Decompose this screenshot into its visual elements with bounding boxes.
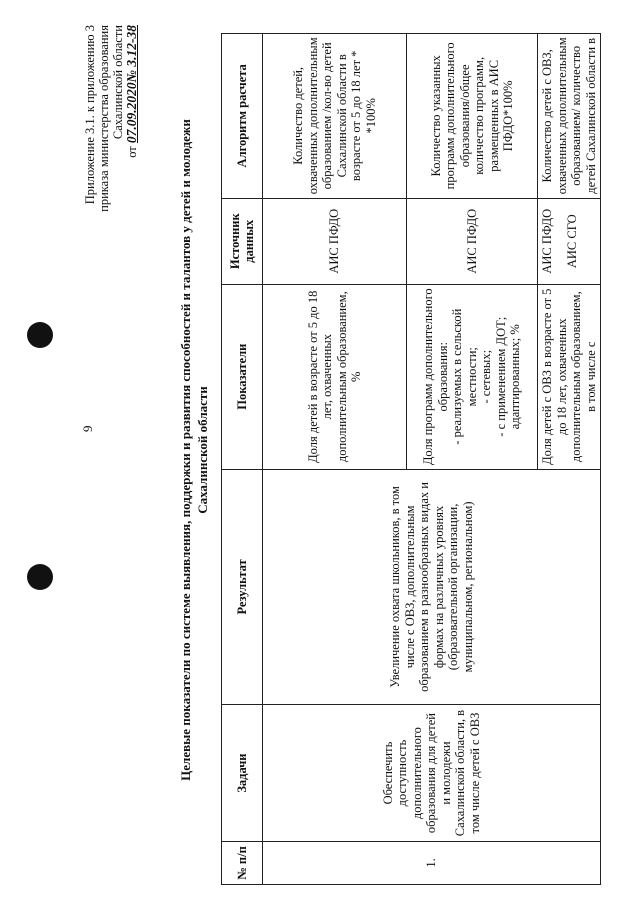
rotated-document: [45, 15, 605, 885]
source-cell: АИС ПФДО: [263, 198, 407, 284]
page-number: 9: [80, 425, 95, 432]
indicator-line: Доля программ дополнительного образования:: [421, 288, 450, 466]
result-cell: Увеличение охвата школьников, в том числе с ОВЗ, дополнительным образованием в разнообразных видах и формах на различных уровнях (образовательной организации, муниципальном, региональном): [263, 469, 601, 705]
indicator-cell: Доля детей с ОВЗ в возрасте от 5 до 18 лет, охваченных дополнительным образованием, в том числе с: [538, 284, 601, 469]
source-line: АИС СГО: [564, 214, 579, 269]
ministry-line: приказа министерства образования: [97, 25, 111, 212]
algorithm-cell: Количество детей, охваченных дополнительным образованием /кол-во детей Сахалинской области в возрасте от 5 до 18 лет * *100%: [263, 34, 407, 199]
indicator-line: - реализуемых в сельской местности;: [450, 308, 479, 445]
header-algorithm: Алгоритм расчета: [222, 34, 263, 199]
region-line: Сахалинской области: [111, 25, 125, 140]
header-source: Источник данных: [222, 198, 263, 284]
algorithm-cell: Количество указанных программ дополнительного образования/общее количество программ, размещенных в АИС ПФДО*100%: [407, 34, 538, 199]
task-cell: Обеспечить доступность дополнительного образования для детей и молодежи Сахалинской области, в том числе детей с ОВЗ: [263, 705, 601, 842]
header-tasks: Задачи: [222, 705, 263, 842]
order-reference: [83, 25, 139, 212]
header-result: Результат: [222, 469, 263, 705]
title-line-1: Целевые показатели по системе выявления, поддержки и развития способностей и талантов у детей и молодежи: [178, 119, 193, 781]
indicator-cell: Доля детей в возрасте от 5 до 18 лет, охваченных дополнительным образованием, %: [263, 284, 407, 469]
source-cell: АИС ПФДО: [407, 198, 538, 284]
appendix-line: Приложение 3.1. к приложению 3: [83, 25, 97, 205]
indicator-line: - сетевых;: [479, 349, 494, 404]
indicators-table: [221, 33, 601, 885]
indicator-cell: [407, 284, 538, 469]
date-prefix: от: [125, 146, 139, 158]
source-line: АИС ПФДО: [540, 208, 554, 274]
date-number-line: [125, 25, 139, 212]
header-num: № п/п: [222, 841, 263, 884]
indicator-line: адаптированных; %: [508, 324, 523, 430]
algorithm-cell: Количество детей с ОВЗ, охваченных дополнительным образованием/ количество детей Сахалинской области в: [538, 34, 601, 199]
handwritten-date-number: 07.09.2020№ 3.12-38: [124, 25, 139, 144]
indicator-line: - с применением ДОТ;: [493, 316, 508, 437]
table-row: [263, 34, 407, 885]
header-indicators: Показатели: [222, 284, 263, 469]
source-cell: [538, 198, 601, 284]
table-header-row: [222, 34, 263, 885]
title-line-2: Сахалинской области: [195, 386, 210, 514]
row-number: 1.: [263, 841, 601, 884]
document-title: [177, 15, 211, 885]
